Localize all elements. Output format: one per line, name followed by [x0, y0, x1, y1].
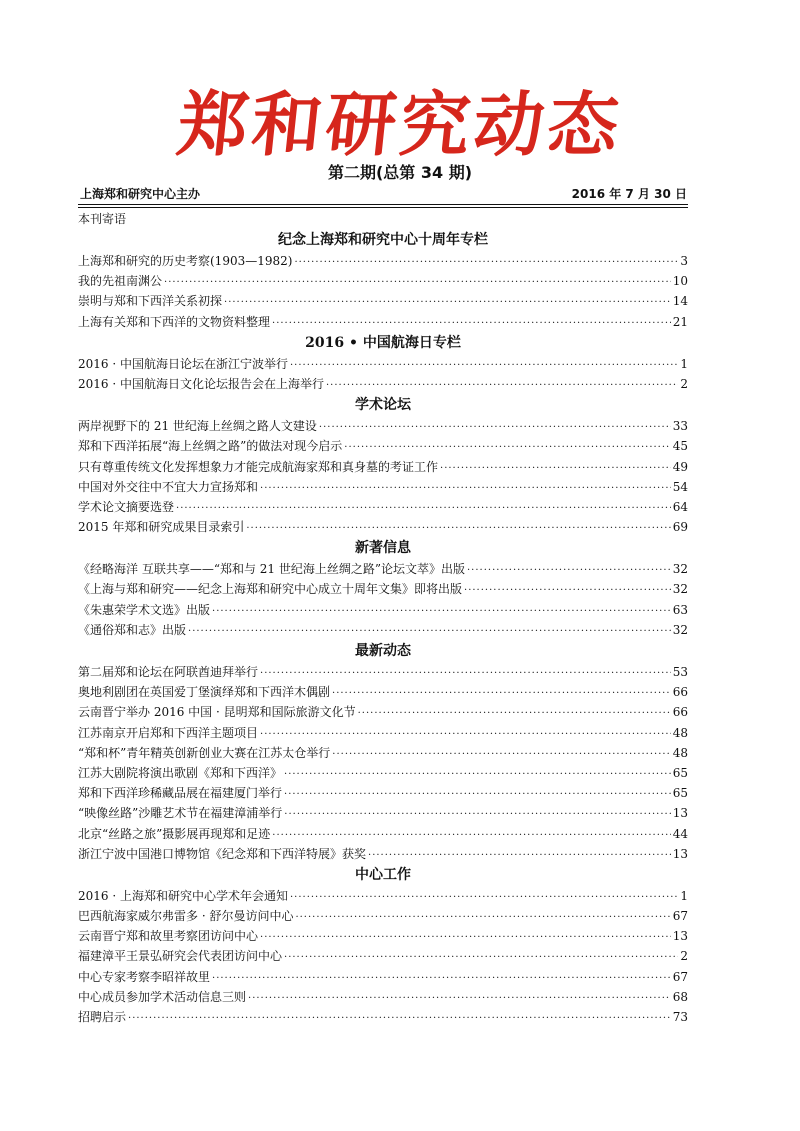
- toc-entry-title: 我的先祖南渊公: [78, 274, 163, 289]
- dot-leader: [284, 766, 671, 784]
- toc-entry-title: 上海郑和研究的历史考察(1903—1982): [78, 254, 293, 268]
- toc-entry[interactable]: [78, 683, 688, 703]
- toc-entry-page: 67: [672, 909, 688, 924]
- dot-leader: [246, 520, 670, 538]
- toc-entry-title: 崇明与郑和下西洋关系初探: [78, 294, 223, 309]
- dot-leader: [128, 1010, 671, 1028]
- dot-leader: [368, 847, 671, 865]
- toc-entry[interactable]: [78, 744, 688, 764]
- toc-entry-page: 1: [680, 356, 688, 371]
- toc-entry[interactable]: [78, 580, 688, 600]
- toc-entry-page: 13: [672, 806, 688, 821]
- toc-entry[interactable]: [78, 292, 688, 312]
- toc-entry-title: 奥地利剧团在英国爱丁堡演绎郑和下西洋木偶剧: [78, 685, 331, 700]
- dot-leader: [344, 439, 670, 457]
- toc-entry-page: 65: [672, 786, 688, 801]
- toc-entry-page: 2: [680, 949, 688, 964]
- dot-leader: [284, 786, 671, 804]
- dot-leader: [260, 665, 671, 683]
- toc-entry-page: 1: [680, 888, 688, 903]
- dot-leader: [176, 500, 671, 518]
- toc-entry-title: 中心专家考察李昭祥故里: [78, 969, 211, 984]
- toc-entry-title: 2016 · 上海郑和研究中心学术年会通知: [78, 888, 288, 903]
- toc-entry-page: 54: [672, 479, 688, 494]
- toc-entry-title: 江苏南京开启郑和下西洋主题项目: [78, 725, 259, 740]
- toc-entry-title: 福建漳平王景弘研究会代表团访问中心: [78, 949, 283, 964]
- toc-entry-title: 2016 · 中国航海日论坛在浙江宁波举行: [78, 356, 288, 371]
- toc-entry-page: 66: [672, 685, 688, 700]
- toc-entry-title: “郑和杯”青年精英创新创业大赛在江苏太仓举行: [78, 745, 331, 760]
- toc-entry-title: 云南晋宁郑和故里考察团访问中心: [78, 929, 259, 944]
- toc-entry-title: 江苏大剧院将演出歌剧《郑和下西洋》: [78, 765, 283, 780]
- toc-entry-page: 10: [672, 274, 688, 289]
- toc-entry-page: 65: [672, 765, 688, 780]
- toc-entry-title: 第二届郑和论坛在阿联酋迪拜举行: [78, 665, 259, 679]
- toc-entry-title: 北京“丝路之旅”摄影展再现郑和足迹: [78, 826, 271, 841]
- toc-entry[interactable]: [78, 947, 688, 967]
- toc-entry-page: 45: [672, 439, 688, 454]
- toc-entry[interactable]: [78, 355, 688, 375]
- toc-entry-page: 14: [672, 294, 688, 309]
- dot-leader: [248, 990, 671, 1008]
- toc-entry-page: 48: [672, 745, 688, 760]
- toc-entry-title: “映像丝路”沙雕艺术节在福建漳浦举行: [78, 806, 283, 821]
- toc-entry[interactable]: [78, 1008, 688, 1028]
- dot-leader: [464, 582, 671, 600]
- toc-entry[interactable]: [78, 601, 688, 621]
- toc-entry[interactable]: [78, 784, 688, 804]
- toc-entry-page: 21: [672, 314, 688, 329]
- toc-entry-page: 33: [672, 419, 688, 434]
- toc-entry-title: 《通俗郑和志》出版: [78, 622, 187, 637]
- toc-entry[interactable]: [78, 375, 688, 395]
- toc-entry-title: 郑和下西洋拓展“海上丝绸之路”的做法对现今启示: [78, 439, 343, 454]
- toc-entry[interactable]: [78, 252, 688, 272]
- toc-entry[interactable]: [78, 764, 688, 784]
- toc-entry[interactable]: [78, 621, 688, 641]
- dot-leader: [326, 377, 678, 395]
- toc-entry-title: 郑和下西洋珍稀藏品展在福建厦门举行: [78, 786, 283, 801]
- toc-entry-title: 《上海与郑和研究——纪念上海郑和研究中心成立十周年文集》即将出版: [78, 582, 463, 597]
- toc-entry[interactable]: [78, 825, 688, 845]
- toc-entry-page: 63: [672, 602, 688, 617]
- header-rule-thin: [78, 207, 688, 208]
- toc-entry-page: 49: [672, 459, 688, 474]
- dot-leader: [212, 970, 671, 988]
- dot-leader: [332, 685, 671, 703]
- dot-leader: [272, 315, 671, 333]
- dot-leader: [272, 827, 670, 845]
- toc-entry-title: 2015 年郑和研究成果目录索引: [78, 520, 245, 535]
- toc-entry-page: 68: [672, 989, 688, 1004]
- toc-entry-page: 13: [672, 846, 688, 861]
- toc-entry-title: 招聘启示: [78, 1010, 127, 1024]
- toc-entry-page: 48: [672, 725, 688, 740]
- section-title: 纪念上海郑和研究中心十周年专栏: [278, 232, 488, 248]
- toc-entry-page: 32: [672, 562, 688, 577]
- toc-entry[interactable]: [78, 417, 688, 437]
- toc-entry[interactable]: [78, 907, 688, 927]
- toc-entry[interactable]: [78, 968, 688, 988]
- toc-entry-title: 《经略海洋 互联共享——“郑和与 21 世纪海上丝绸之路”论坛文萃》出版: [78, 562, 465, 577]
- dot-leader: [358, 705, 671, 723]
- toc-entry-title: 《朱惠荣学术文选》出版: [78, 602, 211, 617]
- toc-entry[interactable]: [78, 458, 688, 478]
- toc-entry-page: 64: [672, 499, 688, 514]
- dot-leader: [467, 562, 671, 580]
- dot-leader: [290, 889, 678, 907]
- masthead-title: 郑和研究动态: [173, 83, 627, 166]
- toc-entry-page: 32: [672, 582, 688, 597]
- toc-entry[interactable]: [78, 498, 688, 518]
- toc-entry[interactable]: [78, 313, 688, 333]
- dot-leader: [319, 419, 671, 437]
- dot-leader: [284, 806, 670, 824]
- section-title: 新著信息: [355, 540, 411, 557]
- toc-entry-page: 13: [672, 929, 688, 944]
- dot-leader: [294, 254, 678, 272]
- section-title: 中心工作: [355, 866, 411, 883]
- toc-entry[interactable]: [78, 845, 688, 865]
- toc-entry-page: 66: [672, 705, 688, 720]
- toc-entry[interactable]: [78, 437, 688, 457]
- toc-entry[interactable]: [78, 724, 688, 744]
- toc-entry[interactable]: [78, 703, 688, 723]
- toc-entry-page: 69: [672, 520, 688, 535]
- toc-entry-title: 2016 · 中国航海日文化论坛报告会在上海举行: [78, 376, 324, 391]
- dot-leader: [260, 929, 671, 947]
- toc-entry-page: 73: [672, 1010, 688, 1024]
- issue-number: 第二期(总第 34 期): [327, 163, 473, 182]
- dot-leader: [440, 460, 671, 478]
- toc-entry-title: 学术论文摘要选登: [78, 499, 175, 514]
- dot-leader: [224, 294, 671, 312]
- dot-leader: [332, 746, 670, 764]
- toc-entry-title: 只有尊重传统文化发挥想象力才能完成航海家郑和真身墓的考证工作: [78, 459, 439, 474]
- intro-link[interactable]: 本刊寄语: [78, 212, 127, 226]
- toc-entry-page: 67: [672, 969, 688, 984]
- header-rule: [78, 204, 688, 205]
- dot-leader: [260, 480, 671, 498]
- toc-entry-title: 中国对外交往中不宜大力宣扬郑和: [78, 479, 259, 494]
- toc-entry[interactable]: [78, 804, 688, 824]
- toc-entry[interactable]: [78, 478, 688, 498]
- toc-entry-page: 44: [672, 826, 688, 841]
- toc-entry-page: 3: [680, 254, 688, 268]
- section-title: 学术论坛: [355, 397, 411, 414]
- toc-entry[interactable]: [78, 560, 688, 580]
- toc-entry-title: 浙江宁波中国港口博物馆《纪念郑和下西洋特展》获奖: [78, 846, 367, 861]
- toc-entry-title: 云南晋宁举办 2016 中国 · 昆明郑和国际旅游文化节: [78, 705, 356, 720]
- dot-leader: [290, 357, 678, 375]
- toc-entry-page: 2: [680, 376, 688, 391]
- toc-entry-title: 巴西航海家威尔弗雷多 · 舒尔曼访问中心: [78, 909, 294, 924]
- toc-entry-title: 两岸视野下的 21 世纪海上丝绸之路人文建设: [78, 419, 317, 434]
- section-title: 2016 • 中国航海日专栏: [305, 334, 461, 351]
- toc-entry-title: 中心成员参加学术活动信息三则: [78, 989, 247, 1004]
- dot-leader: [188, 623, 671, 641]
- dot-leader: [164, 274, 671, 292]
- section-title: 最新动态: [355, 643, 411, 659]
- dot-leader: [295, 909, 670, 927]
- sponsor: 上海郑和研究中心主办: [80, 187, 201, 201]
- toc-entry[interactable]: [78, 663, 688, 683]
- toc-entry[interactable]: [78, 518, 688, 538]
- dot-leader: [284, 949, 678, 967]
- toc-entry[interactable]: [78, 887, 688, 907]
- toc-entry-title: 上海有关郑和下西洋的文物资料整理: [78, 314, 271, 329]
- table-of-contents: [78, 210, 688, 1028]
- dot-leader: [260, 726, 671, 744]
- toc-entry[interactable]: [78, 927, 688, 947]
- toc-entry[interactable]: [78, 988, 688, 1008]
- publication-date: 2016 年 7 月 30 日: [571, 187, 687, 201]
- toc-entry-page: 53: [672, 665, 688, 679]
- toc-entry[interactable]: [78, 272, 688, 292]
- dot-leader: [212, 603, 671, 621]
- toc-entry-page: 32: [672, 622, 688, 637]
